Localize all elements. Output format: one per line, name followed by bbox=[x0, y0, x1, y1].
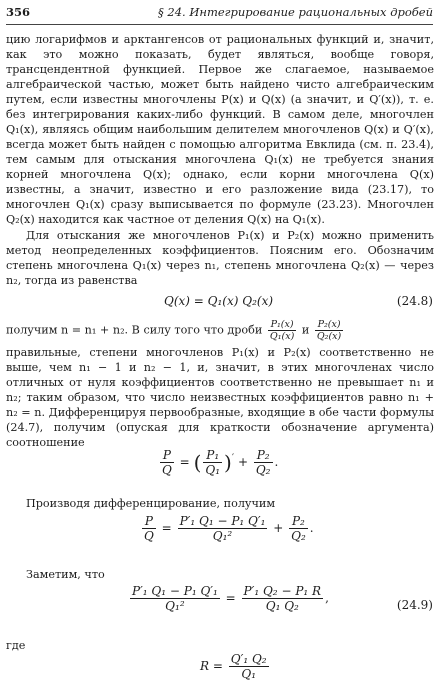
numerator-p: P bbox=[160, 448, 174, 463]
equals-sign: = bbox=[179, 455, 190, 469]
frac2-denominator: Q₂(x) bbox=[316, 331, 342, 342]
equals-sign-2: = bbox=[161, 521, 172, 535]
inline-fraction-p2-q2 bbox=[315, 319, 343, 342]
denominator-q-2: Q bbox=[144, 529, 154, 543]
left-paren: ( bbox=[193, 450, 202, 475]
denominator-rhs: Q₁ Q₂ bbox=[265, 599, 299, 613]
right-paren: ) bbox=[224, 450, 232, 475]
frac1-numerator: P₁(x) bbox=[268, 319, 296, 331]
denominator-r: Q₁ bbox=[241, 667, 257, 681]
paragraph-4: Производя дифференцирование, получим bbox=[26, 497, 276, 510]
inline-fraction-p1-q1 bbox=[268, 319, 296, 342]
term-p1-r: P₁ R bbox=[295, 584, 322, 598]
equals-sign-4: = bbox=[212, 659, 223, 673]
frac1-denominator: Q₁(x) bbox=[269, 331, 295, 342]
minus-sign: − bbox=[281, 584, 292, 598]
symbol-r: R bbox=[200, 659, 210, 673]
denominator-q1: Q₁ bbox=[205, 463, 221, 477]
frac-p-q-2 bbox=[142, 514, 156, 543]
prime-mark: ′ bbox=[231, 453, 235, 464]
frac-p-q bbox=[160, 448, 174, 477]
page-header bbox=[6, 4, 433, 25]
frac-derivative-lhs bbox=[130, 584, 220, 613]
equation-differentiated bbox=[140, 514, 314, 543]
paragraph-2: Для отыскания же многочленов P₁(x) и P₂(x) можно применить метод неопределенных коэффициентов. Поясним его. Обозначим степень многочлена Q₁(x) через n₁, степень многочлена Q₂(x) — через n₂, тогда из равенства bbox=[6, 229, 434, 287]
period-2: . bbox=[309, 521, 314, 535]
para3-lead-text: получим n = n₁ + n₂. В силу того что дроби bbox=[6, 323, 263, 337]
paragraph-1: цию логарифмов и арктангенсов от рациональных функций и, значит, как это можно показать, будет являться, вообще говоря, трансцендентной функцией. Первое же слагаемое, называемое алгебраической частью, может быть найдено чисто алгебраическим путем, если известны многочлены P(x) и Q(x) (а значит, и Q′(x)), т. е. без интегрирования каких-либо функций. В самом деле, многочлен Q₁(x), являясь общим наибольшим делителем многочленов Q(x) и Q′(x), всегда может быть найден с помощью алгоритма Евклида (см. п. 23.4), тем самым для отыскания многочлена Q₁(x) не требуется знания корней многочлена Q(x); однако, если корни многочлена Q(x) известны, а значит, известно и его разложение вида (23.17), то многочлен Q₁(x) сразу выписывается по формуле (23.23). Многочлен Q₂(x) находится как частное от деления Q(x) на Q₁(x). bbox=[6, 33, 434, 226]
equation-24-9 bbox=[128, 584, 329, 613]
denominator-lhs: Q₁² bbox=[165, 599, 185, 613]
comma: , bbox=[325, 591, 329, 605]
paragraph-3: правильные, степени многочленов P₁(x) и P₂(x) соответственно не выше, чем n₁ − 1 и n₂ − 1, и, значит, в этих многочленах число отличных от нуля коэффициентов соответственно не превышает n₁ и n₂; таким образом, что число неизвестных коэффициентов равно n₁ + n₂ = n. Дифференцируя первообразные, входящие в обе части формулы (24.7), получим (опуская для краткости обозначение аргумента) соотношение bbox=[6, 346, 434, 449]
numerator-p1: P₁ bbox=[203, 448, 222, 463]
numerator-r: Q′₁ Q₂ bbox=[230, 652, 267, 666]
paragraph-3-lead bbox=[6, 319, 434, 342]
paragraph-6: где bbox=[6, 639, 26, 652]
equation-number-24-8: (24.8) bbox=[396, 294, 433, 308]
running-title: § 24. Интегрирование рациональных дробей bbox=[158, 5, 433, 19]
frac-derivative bbox=[178, 514, 268, 543]
para3-and: и bbox=[301, 323, 310, 337]
numerator-p-2: P bbox=[142, 514, 156, 529]
numerator-lhs: P′₁ Q₁ − P₁ Q′₁ bbox=[132, 584, 218, 598]
equation-r bbox=[200, 652, 271, 681]
frac-r bbox=[229, 652, 269, 681]
equation-number-24-9: (24.9) bbox=[396, 598, 433, 612]
numerator-p2: P₂ bbox=[254, 448, 273, 463]
frac-p2-q2-2 bbox=[289, 514, 308, 543]
frac2-numerator: P₂(x) bbox=[315, 319, 343, 331]
numerator-p2-2: P₂ bbox=[289, 514, 308, 529]
plus-sign: + bbox=[237, 455, 249, 469]
eq-24-8-body: Q(x) = Q₁(x) Q₂(x) bbox=[164, 294, 274, 308]
denominator-q: Q bbox=[162, 463, 172, 477]
denominator-q1-squared: Q₁² bbox=[212, 529, 233, 543]
equation-24-8 bbox=[164, 294, 273, 308]
period: . bbox=[274, 455, 279, 469]
plus-sign-2: + bbox=[273, 521, 284, 535]
denominator-q2-2: Q₂ bbox=[291, 529, 306, 543]
equals-sign-3: = bbox=[225, 591, 236, 605]
term-p1p-q2: P′₁ Q₂ bbox=[243, 584, 278, 598]
frac-p2-q2 bbox=[254, 448, 273, 477]
frac-rhs bbox=[242, 584, 324, 613]
numerator-rhs bbox=[242, 584, 324, 599]
equation-derivative bbox=[158, 448, 278, 477]
denominator-q2: Q₂ bbox=[255, 463, 271, 477]
frac-p1-q1 bbox=[203, 448, 222, 477]
page-number: 356 bbox=[6, 5, 31, 19]
paragraph-5: Заметим, что bbox=[26, 568, 105, 581]
numerator-derivative: P′₁ Q₁ − P₁ Q′₁ bbox=[179, 514, 266, 528]
